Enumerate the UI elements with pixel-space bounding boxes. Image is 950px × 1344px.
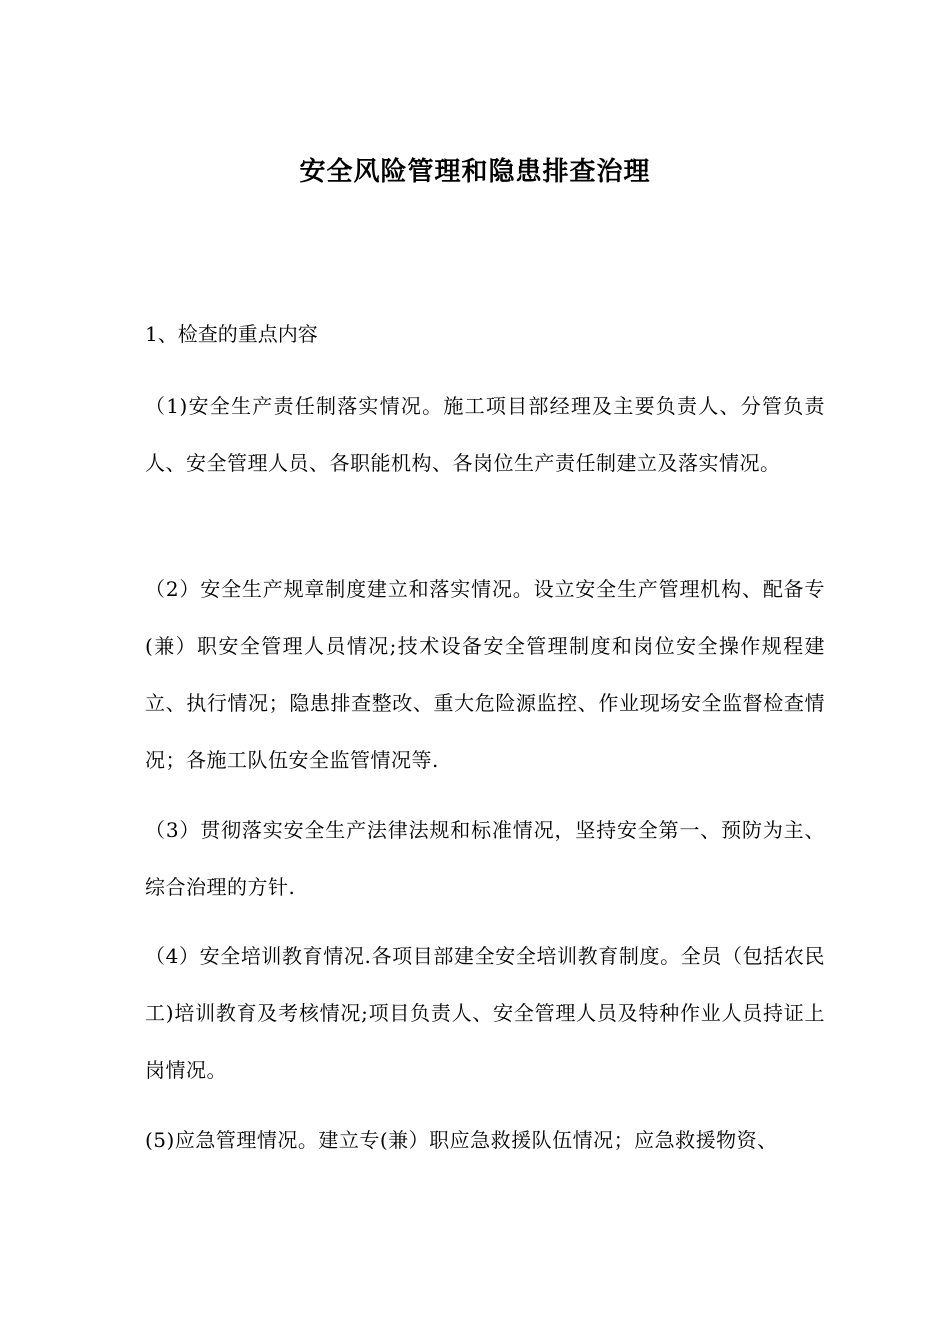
paragraph-item-3: （3）贯彻落实安全生产法律法规和标准情况，坚持安全第一、预防为主、综合治理的方针. [145, 818, 825, 899]
section-heading: 1、检查的重点内容 [145, 322, 318, 346]
paragraph-item-2: （2）安全生产规章制度建立和落实情况。设立安全生产管理机构、配备专(兼）职安全管理人员情况;技术设备安全管理制度和岗位安全操作规程建立、执行情况；隐患排查整改、重大危险源监控、作业现场安全监督检查情况；各施工队伍安全监管情况等. [145, 577, 825, 772]
paragraph-item-4: （4）安全培训教育情况.各项目部建全安全培训教育制度。全员（包括农民工)培训教育及考核情况;项目负责人、安全管理人员及特种作业人员持证上岗情况。 [145, 944, 825, 1082]
paragraph-item-1: （1)安全生产责任制落实情况。施工项目部经理及主要负责人、分管负责人、安全管理人员、各职能机构、各岗位生产责任制建立及落实情况。 [145, 394, 825, 475]
paragraph-item-5: (5)应急管理情况。建立专(兼）职应急救援队伍情况；应急救援物资、 [145, 1128, 778, 1152]
document-title: 安全风险管理和隐患排查治理 [299, 157, 651, 187]
